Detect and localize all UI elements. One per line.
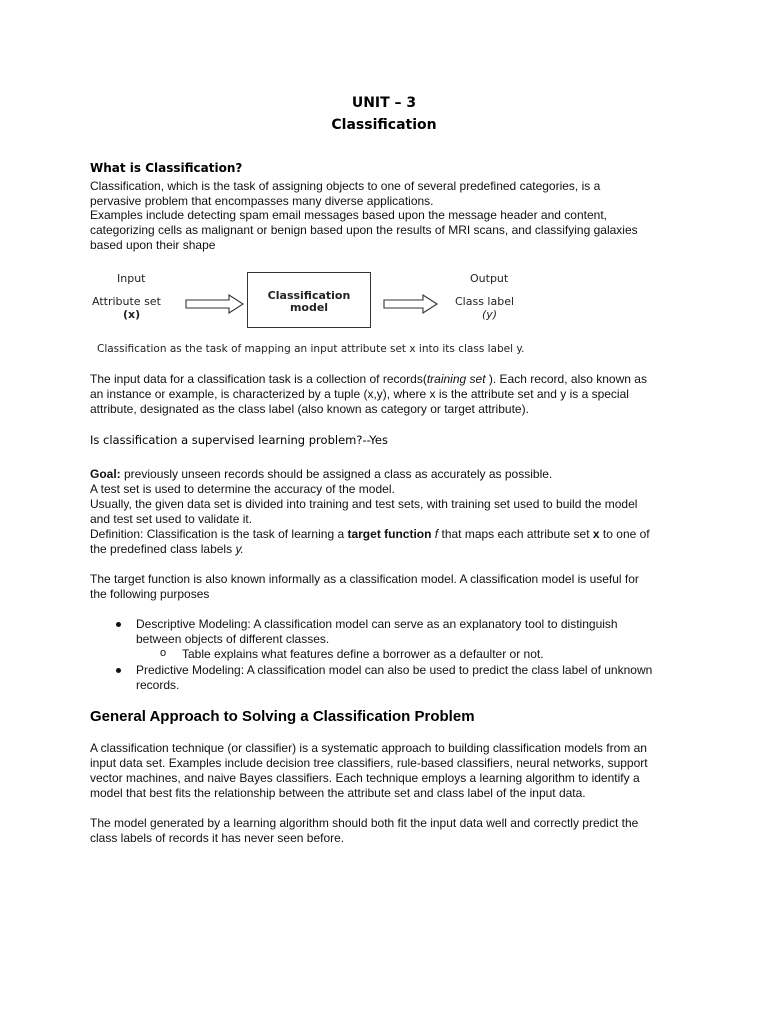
y-symbol: y. xyxy=(235,542,244,556)
section-heading-supervised: Is classification a supervised learning problem?--Yes xyxy=(90,433,388,447)
text-line: based upon their shape xyxy=(90,238,216,252)
text-span: previously unseen records should be assigned a class as accurately as possible. xyxy=(120,467,553,481)
usually-line-2: and test set used to validate it. xyxy=(90,512,253,526)
text-line: Examples include detecting spam email messages based upon the message header and content, xyxy=(90,208,607,222)
sub-bullet-icon: o xyxy=(160,647,167,659)
text-span: that maps each attribute set xyxy=(441,527,593,541)
target-function-term: target function xyxy=(347,527,432,541)
diagram-input-label: Input xyxy=(117,272,146,285)
approach-line-4: model that best fits the relationship between the attribute set and class label of the input data. xyxy=(90,786,586,800)
approach-line-3: vector machines, and naive Bayes classifiers. Each technique employs a learning algorithm to identify a xyxy=(90,771,640,785)
text-span: The input data for a classification task is a collection of records( xyxy=(90,372,427,386)
target-line-2: the following purposes xyxy=(90,587,210,601)
text-line-wrap xyxy=(90,223,678,238)
text-line: Classification, which is the task of assigning objects to one of several predefined categories, is a xyxy=(90,179,601,193)
text-span: ). Each record, also known as xyxy=(485,372,647,386)
approach-p2-line-2: class labels of records it has never seen before. xyxy=(90,831,345,845)
page-title: Classification xyxy=(331,117,437,133)
classification-model-box xyxy=(247,272,371,328)
unit-number: UNIT – 3 xyxy=(351,95,417,111)
intro-paragraph-2 xyxy=(90,208,678,223)
approach-line-2: input data set. Examples include decision tree classifiers, rule-based classifiers, neural networks, support xyxy=(90,756,648,770)
predictive-line-2: records. xyxy=(136,678,180,692)
text-line: pervasive problem that encompasses many diverse applications. xyxy=(90,194,434,208)
x-symbol: x xyxy=(592,527,600,541)
descriptive-line-1: Descriptive Modeling: A classification model can serve as an explanatory tool to distinguish xyxy=(136,617,618,631)
training-set-term: training set xyxy=(426,372,486,386)
predictive-line-1: Predictive Modeling: A classification model can also be used to predict the class label of unknown xyxy=(136,663,653,677)
bullet-icon xyxy=(116,622,121,627)
model-box-line-1: Classification xyxy=(267,289,351,302)
diagram-caption: Classification as the task of mapping an input attribute set x into its class label y. xyxy=(97,343,525,355)
model-box-line-2: model xyxy=(289,301,329,314)
text-span: the predefined class labels xyxy=(90,542,236,556)
test-set-line: A test set is used to determine the accuracy of the model. xyxy=(90,482,395,496)
sub-item-line: Table explains what features define a borrower as a defaulter or not. xyxy=(182,647,544,661)
diagram-output-label: Output xyxy=(470,272,509,285)
section-heading-what-is-classification: What is Classification? xyxy=(90,161,243,175)
text-span: Definition: Classification is the task of learning a xyxy=(90,527,348,541)
goal-line xyxy=(90,467,552,482)
usually-line-1: Usually, the given data set is divided into training and test sets, with training set used to build the model xyxy=(90,497,638,511)
diagram-y-symbol: (y) xyxy=(482,308,498,321)
diagram-attribute-set-label: Attribute set xyxy=(92,295,161,308)
diagram-x-symbol: (x) xyxy=(123,308,141,321)
approach-p2-line-1: The model generated by a learning algorithm should both fit the input data well and correctly predict the xyxy=(90,816,639,830)
f-symbol: f xyxy=(431,527,442,541)
bullet-icon xyxy=(116,668,121,673)
arrow-right-icon xyxy=(383,294,439,314)
text-span: to one of xyxy=(599,527,650,541)
goal-label: Goal: xyxy=(90,467,121,481)
arrow-right-icon xyxy=(185,294,245,314)
target-line-1: The target function is also known informally as a classification model. A classification model is useful for xyxy=(90,572,639,586)
section-heading-general-approach: General Approach to Solving a Classification Problem xyxy=(90,708,475,725)
definition-line-1 xyxy=(90,527,650,542)
records-line-2: an instance or example, is characterized by a tuple (x,y), where x is the attribute set and y is a special xyxy=(90,387,629,401)
classification-diagram xyxy=(85,268,625,360)
text-line: categorizing cells as malignant or benign based upon the results of MRI scans, and classifying galaxies xyxy=(90,223,638,237)
approach-line-1: A classification technique (or classifier) is a systematic approach to building classification models from an xyxy=(90,741,647,755)
records-line-1 xyxy=(90,372,647,387)
definition-line-2 xyxy=(90,542,244,557)
descriptive-line-2: between objects of different classes. xyxy=(136,632,330,646)
records-line-3: attribute, designated as the class label (also known as category or target attribute). xyxy=(90,402,529,416)
diagram-class-label: Class label xyxy=(455,295,515,308)
intro-paragraph-1 xyxy=(90,179,678,194)
